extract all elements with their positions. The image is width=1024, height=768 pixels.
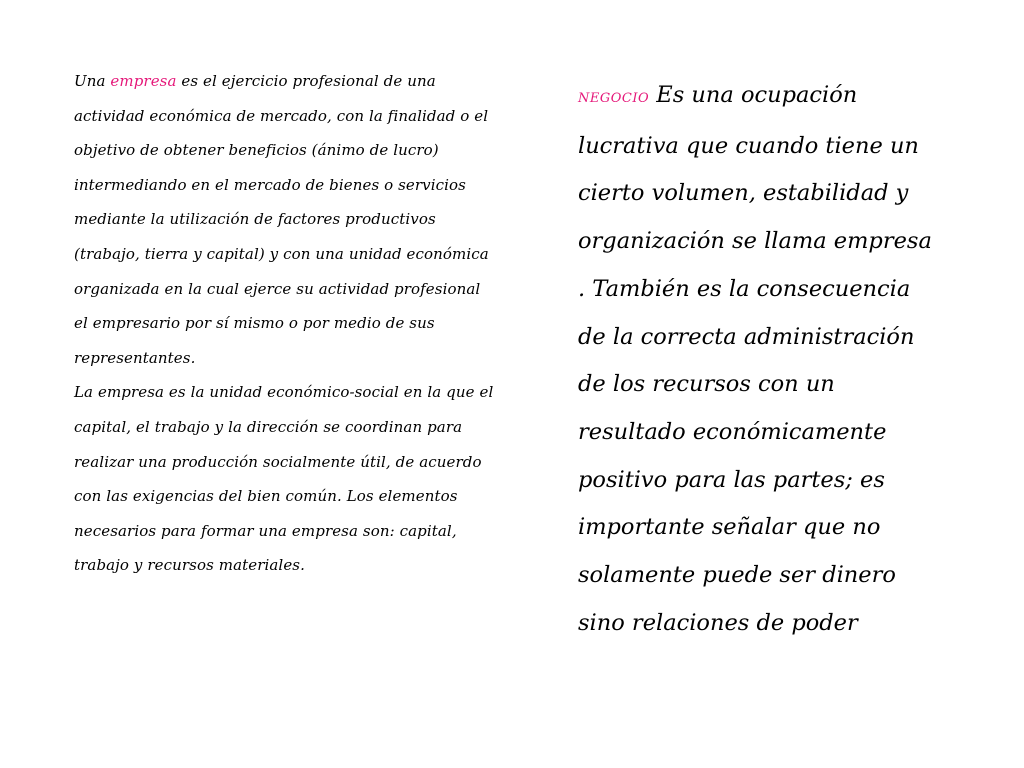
empresa-keyword: empresa	[110, 72, 177, 90]
empresa-definition	[74, 64, 494, 583]
empresa-paragraph-1-body: es el ejercicio profesional de una actividad económica de mercado, con la finalidad o el objetivo de obtener beneficios (ánimo de lucro) intermediando en el mercado de bienes o servicios mediante la utilización de factores productivos (trabajo, tierra y capital) y con una unidad económica organizada en la cual ejerce su actividad profesional el empresario por sí mismo o por medio de sus representantes.	[74, 72, 489, 367]
empresa-paragraph-1	[74, 64, 494, 375]
negocio-paragraph	[578, 72, 938, 647]
empresa-paragraph-2: La empresa es la unidad económico-social en la que el capital, el trabajo y la dirección se coordinan para realizar una producción socialmente útil, de acuerdo con las exigencias del bien común. Los elementos necesarios para formar una empresa son: capital, trabajo y recursos materiales.	[74, 383, 494, 575]
negocio-keyword: NEGOCIO	[578, 91, 650, 106]
negocio-definition	[578, 72, 938, 647]
empresa-intro: Una	[74, 72, 111, 90]
negocio-body: Es una ocupación lucrativa que cuando tiene un cierto volumen, estabilidad y organización se llama empresa . También es la consecuencia de la correcta administración de los recursos con un resultado económicamente positivo para las partes; es importante señalar que no solamente puede ser dinero sino relaciones de poder	[578, 82, 932, 636]
